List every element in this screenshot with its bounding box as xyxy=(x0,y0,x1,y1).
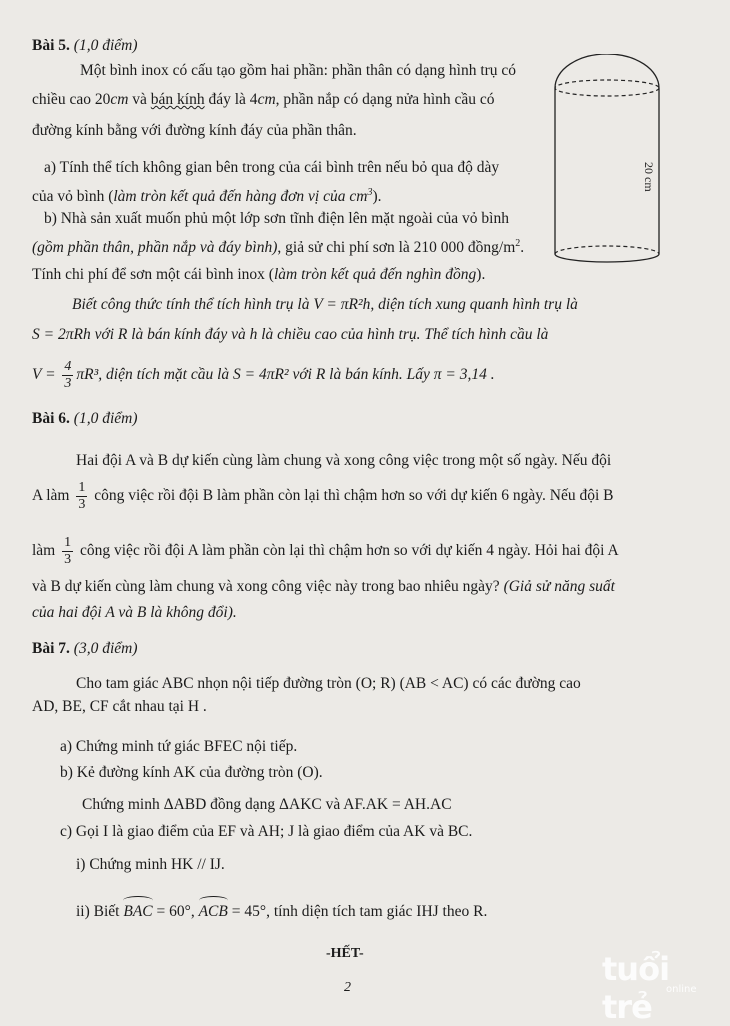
text: đáy là 4 xyxy=(204,91,258,108)
problem-7-line-2: AD, BE, CF cắt nhau tại H . xyxy=(32,698,207,715)
denominator: 3 xyxy=(64,375,72,391)
problem-5-part-b-2 xyxy=(32,234,524,258)
tuoitre-watermark xyxy=(602,950,720,1026)
problem-5-part-b-1: b) Nhà sản xuất muốn phủ một lớp sơn tĩnh điện lên mặt ngoài của vỏ bình xyxy=(44,210,509,227)
watermark-logo: tuổi trẻ xyxy=(602,950,670,1026)
text: và B dự kiến cùng làm chung và xong công việc này trong bao nhiêu ngày? xyxy=(32,578,504,595)
top-ellipse xyxy=(555,80,659,96)
fraction xyxy=(62,535,73,568)
denominator: 3 xyxy=(78,496,86,512)
text: V = xyxy=(32,366,56,383)
numerator: 1 xyxy=(64,534,72,550)
problem-6-line-4 xyxy=(32,577,615,597)
problem-7-line-1: Cho tam giác ABC nhọn nội tiếp đường tròn (O; R) (AB < AC) có các đường cao xyxy=(76,675,581,692)
numerator: 4 xyxy=(64,358,72,374)
cylinder-diagram xyxy=(552,54,662,284)
numerator: 1 xyxy=(78,479,86,495)
text: A làm xyxy=(32,487,70,504)
angle-bac: BAC xyxy=(123,900,152,922)
angle-acb: ACB xyxy=(199,900,228,922)
problem-5-heading xyxy=(32,36,137,56)
problem-7-part-b: b) Kẻ đường kính AK của đường tròn (O). xyxy=(60,764,323,781)
text: ). xyxy=(476,266,486,283)
problem-7-part-a: a) Chứng minh tứ giác BFEC nội tiếp. xyxy=(60,738,298,755)
problem-5-title: Bài 5. xyxy=(32,37,70,54)
problem-5-line-2 xyxy=(32,90,495,110)
problem-5-formula-1: Biết công thức tính thể tích hình trụ là V = πR²h, diện tích xung quanh hình trụ là xyxy=(72,296,578,313)
italic-text: làm tròn kết quả đến hàng đơn vị của cm xyxy=(113,188,368,206)
problem-7-part-c-ii xyxy=(76,900,487,922)
text: . xyxy=(520,239,525,257)
problem-7-part-b-2: Chứng minh ΔABD đồng dạng ΔAKC và AF.AK = AH.AC xyxy=(82,796,452,813)
text: πR³, diện tích mặt cầu là S = 4πR² với R là bán kính. Lấy π = 3,14 . xyxy=(76,366,495,383)
problem-5-part-a-1: a) Tính thể tích không gian bên trong của cái bình trên nếu bỏ qua độ dày xyxy=(44,159,500,176)
watermark-sub: online xyxy=(666,984,697,995)
problem-7-heading xyxy=(32,639,137,659)
bottom-ellipse-back xyxy=(555,246,659,254)
problem-7-part-c: c) Gọi I là giao điểm của EF và AH; J là giao điểm của AK và BC. xyxy=(60,823,473,840)
problem-5-formula-3 xyxy=(32,357,495,393)
problem-6-line-5: của hai đội A và B là không đổi). xyxy=(32,604,237,621)
text: ii) Biết xyxy=(76,903,124,920)
problem-6-points: (1,0 điểm) xyxy=(73,410,138,427)
problem-5-line-3: đường kính bằng với đường kính đáy của phần thân. xyxy=(32,122,357,139)
unit: cm xyxy=(110,91,129,108)
page-number: 2 xyxy=(344,980,351,995)
problem-6-heading xyxy=(32,409,137,429)
problem-5-formula-2: S = 2πRh với R là bán kính đáy và h là chiều cao của hình trụ. Thể tích hình cầu là xyxy=(32,326,549,343)
text: , giả sử chi phí sơn là 210 000 đồng/m xyxy=(277,239,516,257)
text: ). xyxy=(372,188,382,206)
underlined-text: bán kính xyxy=(150,91,205,108)
text: của vỏ bình ( xyxy=(32,188,114,206)
text: công việc rồi đội B làm phần còn lại thì chậm hơn so với dự kiến 6 ngày. Nếu đội B xyxy=(94,487,614,504)
problem-5-line-1: Một bình inox có cấu tạo gồm hai phần: phần thân có dạng hình trụ có xyxy=(80,62,517,79)
problem-7-title: Bài 7. xyxy=(32,640,70,657)
bottom-ellipse-front xyxy=(555,254,659,262)
problem-5-points: (1,0 điểm) xyxy=(73,37,138,54)
superscript: 2 xyxy=(515,238,521,249)
unit: cm xyxy=(257,91,276,108)
text: công việc rồi đội A làm phần còn lại thì chậm hơn so với dự kiến 4 ngày. Hỏi hai đội A xyxy=(80,542,619,559)
italic-text: (Giả sử năng suất xyxy=(503,578,615,595)
height-label: 20 cm xyxy=(642,162,656,192)
problem-5-part-a-2 xyxy=(32,183,381,207)
problem-6-title: Bài 6. xyxy=(32,410,70,427)
italic-text: làm tròn kết quả đến nghìn đồng xyxy=(273,266,477,283)
problem-6-line-1: Hai đội A và B dự kiến cùng làm chung và xong công việc trong một số ngày. Nếu đội xyxy=(76,452,612,469)
text: Tính chi phí để sơn một cái bình inox ( xyxy=(32,266,274,283)
text: = 45°, tính diện tích tam giác IHJ theo R. xyxy=(227,903,488,920)
text: và xyxy=(128,91,151,108)
problem-7-part-c-i: i) Chứng minh HK // IJ. xyxy=(76,856,225,873)
text: làm xyxy=(32,542,56,559)
hemisphere-cap xyxy=(555,54,659,88)
denominator: 3 xyxy=(64,551,72,567)
fraction xyxy=(62,359,73,392)
superscript: 3 xyxy=(367,187,373,198)
italic-text: (gồm phần thân, phần nắp và đáy bình) xyxy=(32,239,278,257)
problem-6-line-2 xyxy=(32,478,613,514)
text: , phần nắp có dạng nửa hình cầu có xyxy=(275,91,495,108)
problem-7-points: (3,0 điểm) xyxy=(73,640,138,657)
fraction xyxy=(76,480,87,513)
problem-6-line-3 xyxy=(32,533,619,569)
text: = 60°, xyxy=(152,903,199,920)
problem-5-part-b-3 xyxy=(32,265,485,285)
end-marker: -HẾT- xyxy=(326,946,364,961)
text: chiều cao 20 xyxy=(32,91,111,108)
